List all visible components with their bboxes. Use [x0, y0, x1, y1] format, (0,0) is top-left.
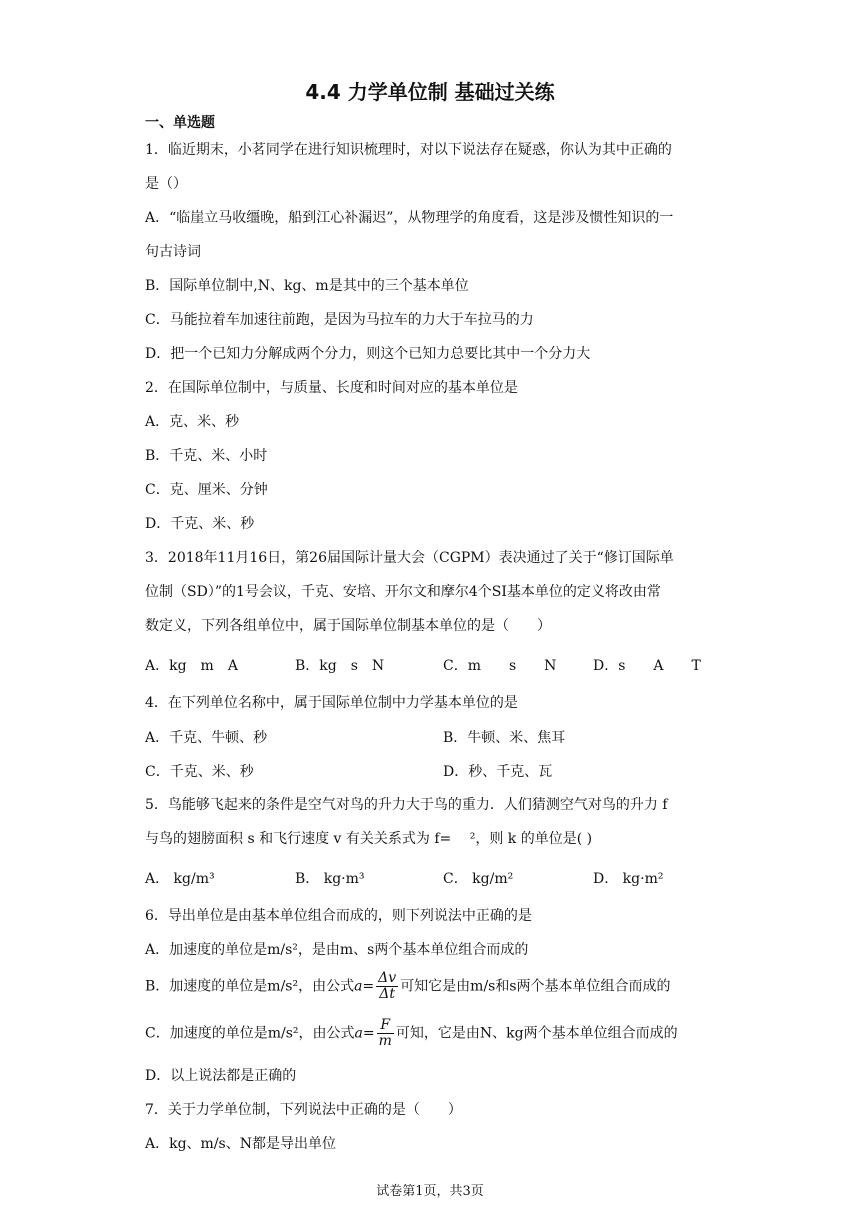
q4-option-b: B．牛顿、米、焦耳 — [443, 730, 566, 746]
q4-stem: 4．在下列单位名称中，属于国际单位制中力学基本单位的是 — [145, 695, 518, 711]
q1-stem-line1: 1．临近期末，小茗同学在进行知识梳理时，对以下说法存在疑惑，你认为其中正确的 — [145, 142, 672, 158]
q2-option-a: A．克、米、秒 — [145, 414, 240, 430]
q5-option-b: B． kg·m³ — [295, 871, 365, 887]
q4-option-d: D．秒、千克、瓦 — [443, 764, 553, 780]
q5-option-d: D． kg·m² — [593, 871, 664, 887]
q6-option-b-text: B．加速度的单位是m/s²，由公式 — [145, 978, 355, 995]
q5-stem-line2: 与鸟的翅膀面积 s 和飞行速度 v 有关关系式为 f= ²，则 k 的单位是( ) — [145, 831, 593, 847]
q6-option-c-text: C．加速度的单位是m/s²，由公式 — [145, 1025, 355, 1042]
q6-option-d: D．以上说法都是正确的 — [145, 1068, 297, 1084]
q1-option-b: B．国际单位制中,N、kg、m是其中的三个基本单位 — [145, 278, 469, 294]
q4-option-a: A．千克、牛顿、秒 — [145, 730, 268, 746]
q7-stem: 7．关于力学单位制，下列说法中正确的是（ ） — [145, 1102, 462, 1118]
q6-option-b-variable: a= — [354, 978, 375, 995]
q3-stem-line1: 3．2018年11月16日，第26届国际计量大会（CGPM）表决通过了关于“修订国际单 — [145, 550, 674, 566]
q1-option-d: D．把一个已知力分解成两个分力，则这个已知力总要比其中一个分力大 — [145, 346, 591, 362]
q3-option-b: B．kg s N — [295, 658, 385, 674]
q6-option-b-fraction — [376, 971, 398, 1002]
q3-stem-line2: 位制（SD）”的1号会议，千克、安培、开尔文和摩尔4个SI基本单位的定义将改由常 — [145, 584, 661, 600]
q6-stem: 6．导出单位是由基本单位组合而成的，则下列说法中正确的是 — [145, 908, 532, 924]
fraction-denominator: m — [378, 1033, 392, 1049]
q7-option-a: A．kg、m/s、N都是导出单位 — [145, 1136, 336, 1152]
q1-option-a-line1: A．“临崖立马收缰晚，船到江心补漏迟”，从物理学的角度看，这是涉及惯性知识的一 — [145, 210, 674, 226]
q6-option-c-variable: a= — [354, 1025, 375, 1042]
q6-option-b-tail: 可知它是由m/s和s两个基本单位组合而成的 — [400, 978, 671, 995]
q6-option-a: A．加速度的单位是m/s²，是由m、s两个基本单位组合而成的 — [145, 942, 529, 958]
q2-option-d: D．千克、米、秒 — [145, 516, 255, 532]
fraction-numerator: F — [377, 1018, 394, 1034]
q3-option-c: C．m s N — [443, 658, 557, 674]
q6-option-c-fraction — [377, 1018, 394, 1049]
fraction-denominator: Δt — [379, 986, 396, 1002]
section-heading: 一、单选题 — [145, 115, 215, 131]
q3-stem-line3: 数定义，下列各组单位中，属于国际单位制基本单位的是（ ） — [145, 618, 551, 634]
q5-stem-line1: 5．鸟能够飞起来的条件是空气对鸟的升力大于鸟的重力．人们猜测空气对鸟的升力 f — [145, 797, 668, 813]
q2-option-c: C．克、厘米、分钟 — [145, 482, 268, 498]
q2-stem: 2．在国际单位制中，与质量、长度和时间对应的基本单位是 — [145, 380, 518, 396]
q2-option-b: B．千克、米、小时 — [145, 448, 268, 464]
q6-option-c — [145, 1018, 678, 1049]
q1-option-a-line2: 句古诗词 — [145, 244, 201, 260]
q4-option-c: C．千克、米、秒 — [145, 764, 254, 780]
q6-option-b — [145, 971, 671, 1002]
fraction-numerator: Δv — [378, 970, 397, 986]
page-footer: 试卷第1页，共3页 — [376, 1184, 484, 1199]
q3-option-d: D．s A T — [593, 658, 701, 674]
q3-option-a: A．kg m A — [145, 658, 238, 674]
q6-option-c-tail: 可知，它是由N、kg两个基本单位组合而成的 — [395, 1025, 678, 1042]
q5-option-c: C． kg/m² — [443, 871, 514, 887]
q5-option-a: A． kg/m³ — [145, 871, 215, 887]
page-title: 4.4 力学单位制 基础过关练 — [305, 80, 555, 104]
q1-stem-line2: 是（） — [145, 176, 187, 192]
q1-option-c: C．马能拉着车加速往前跑，是因为马拉车的力大于车拉马的力 — [145, 312, 534, 328]
